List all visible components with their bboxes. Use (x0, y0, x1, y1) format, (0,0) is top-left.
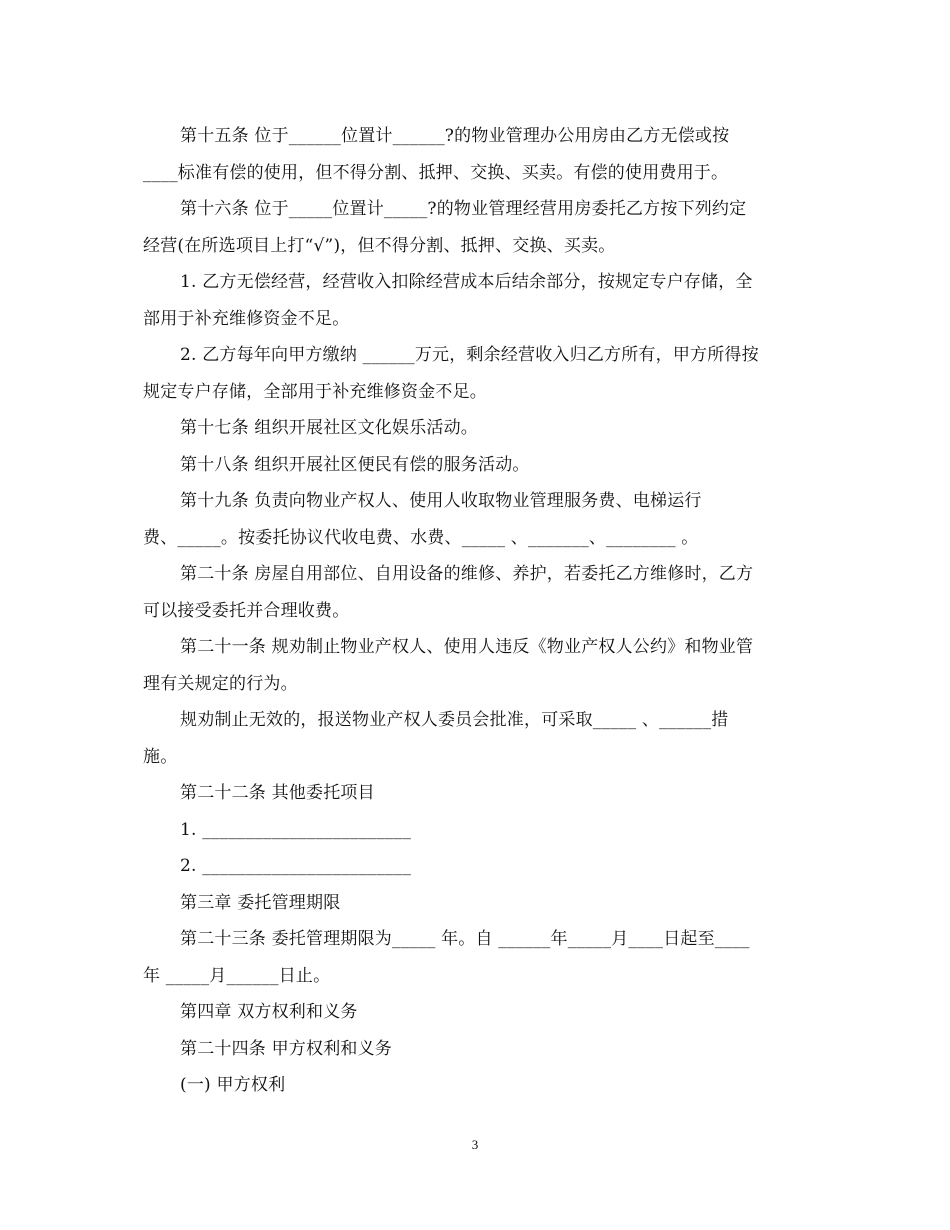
article-23-line-2: 年 _____月______日止。 (143, 965, 331, 986)
page-number: 3 (471, 1137, 479, 1152)
article-21-line-1: 第二十一条 规劝制止物业产权人、使用人违反《物业产权人公约》和物业管 (180, 637, 754, 657)
article-17: 第十七条 组织开展社区文化娱乐活动。 (180, 418, 479, 438)
chapter-3-heading: 第三章 委托管理期限 (180, 892, 341, 913)
article-16-line-2: 经营(在所选项目上打“√”)，但不得分割、抵押、交换、买卖。 (143, 235, 616, 256)
document-body (143, 118, 805, 1104)
option-2-line-2: 规定专户存储，全部用于补充维修资金不足。 (143, 381, 487, 402)
chapter-4-heading: 第四章 双方权利和义务 (180, 1002, 358, 1022)
article-19-line-1: 第十九条 负责向物业产权人、使用人收取物业管理服务费、电梯运行 (180, 491, 702, 511)
article-22: 第二十二条 其他委托项目 (180, 783, 375, 803)
article-24: 第二十四条 甲方权利和义务 (180, 1038, 393, 1059)
option-1-line-2: 部用于补充维修资金不足。 (143, 308, 350, 329)
party-a-rights-heading: (一) 甲方权利 (180, 1075, 286, 1095)
article-16-line-1: 第十六条 位于_____位置计_____?的物业管理经营用房委托乙方按下列约定 (180, 199, 747, 219)
article-20-line-2: 可以接受委托并合理收费。 (143, 600, 350, 621)
article-20-line-1: 第二十条 房屋自用部位、自用设备的维修、养护，若委托乙方维修时，乙方 (180, 564, 754, 584)
article-22-item-2: 2. ________________________ (180, 856, 412, 876)
article-15-line-1: 第十五条 位于______位置计______?的物业管理办公用房由乙方无偿或按 (180, 126, 730, 146)
article-21-note-line-1: 规劝制止无效的，报送物业产权人委员会批准，可采取_____ 、______措 (180, 710, 729, 730)
article-22-item-1: 1. ________________________ (180, 819, 412, 840)
article-21-note-line-2: 施。 (143, 746, 178, 767)
article-19-line-2: 费、_____。按委托协议代收电费、水费、_____ 、_______、________ 。 (143, 527, 699, 548)
article-21-line-2: 理有关规定的行为。 (143, 673, 298, 694)
article-18: 第十八条 组织开展社区便民有偿的服务活动。 (180, 454, 530, 475)
article-23-line-1: 第二十三条 委托管理期限为_____ 年。自 ______年_____月____日起至____ (180, 929, 750, 949)
option-1-line-1: 1. 乙方无偿经营，经营收入扣除经营成本后结余部分，按规定专户存储，全 (180, 272, 753, 292)
option-2-line-1: 2. 乙方每年向甲方缴纳 ______万元，剩余经营收入归乙方所有，甲方所得按 (180, 345, 759, 365)
article-15-line-2: ____标准有偿的使用，但不得分割、抵押、交换、买卖。有偿的使用费用于。 (143, 162, 729, 183)
